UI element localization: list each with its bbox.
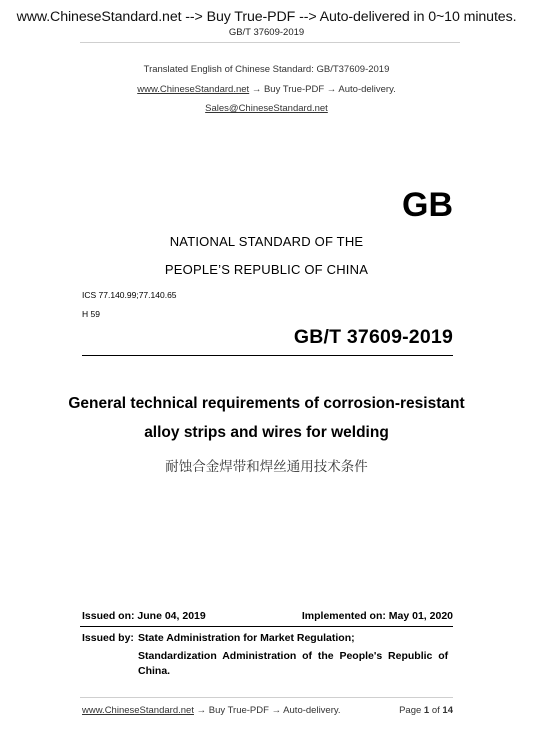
page-total: 14: [442, 705, 453, 716]
ics-code: ICS 77.140.99;77.140.65: [82, 290, 177, 300]
ccs-code: H 59: [82, 309, 100, 319]
page-current: 1: [423, 705, 430, 716]
footer-delivery-text: → Buy True-PDF → Auto-delivery.: [193, 705, 341, 716]
email-line: [0, 103, 533, 114]
implemented-date: Implemented on: May 01, 2020: [301, 610, 453, 622]
dates-rule: [80, 626, 453, 627]
header-divider: [80, 42, 460, 43]
standard-number: GB/T 37609-2019: [293, 326, 453, 348]
national-standard-line2: PEOPLE’S REPUBLIC OF CHINA: [164, 262, 369, 277]
email-link[interactable]: Sales@ChineseStandard.net: [205, 103, 328, 114]
issuer-line1: State Administration for Market Regulation;: [138, 632, 355, 644]
title-line2: alloy strips and wires for welding: [144, 424, 389, 441]
issued-date: Issued on: June 04, 2019: [82, 610, 206, 622]
page-indicator: [399, 705, 453, 716]
footer-divider: [80, 697, 453, 698]
footer-site-link[interactable]: www.ChineseStandard.net: [82, 705, 194, 716]
doc-code-header: GB/T 37609-2019: [228, 27, 305, 38]
title-line1: General technical requirements of corrosion-resistant: [68, 395, 465, 412]
site-link[interactable]: www.ChineseStandard.net: [137, 84, 250, 95]
national-standard-line1: NATIONAL STANDARD OF THE: [169, 234, 364, 249]
footer-delivery-line: [82, 705, 341, 716]
issuer-line2b: China.: [138, 665, 171, 677]
page-label: Page: [399, 705, 422, 716]
chinese-title: 耐蚀合金焊带和焊丝通用技术条件: [165, 459, 368, 475]
issued-by-label: Issued by:: [82, 632, 134, 644]
page-of: of: [431, 705, 440, 716]
intro-delivery-text: → Buy True-PDF → Auto-delivery.: [249, 84, 396, 95]
translated-line: Translated English of Chinese Standard: GB/T37609-2019: [143, 64, 390, 75]
intro-delivery-line: [0, 84, 533, 95]
standard-number-rule: [82, 355, 453, 356]
issuer-line2a: Standardization Administration of the People's Republic of: [138, 650, 449, 662]
top-banner: www.ChineseStandard.net --> Buy True-PDF --> Auto-delivered in 0~10 minutes.: [16, 9, 517, 25]
gb-mark: GB: [402, 186, 453, 224]
